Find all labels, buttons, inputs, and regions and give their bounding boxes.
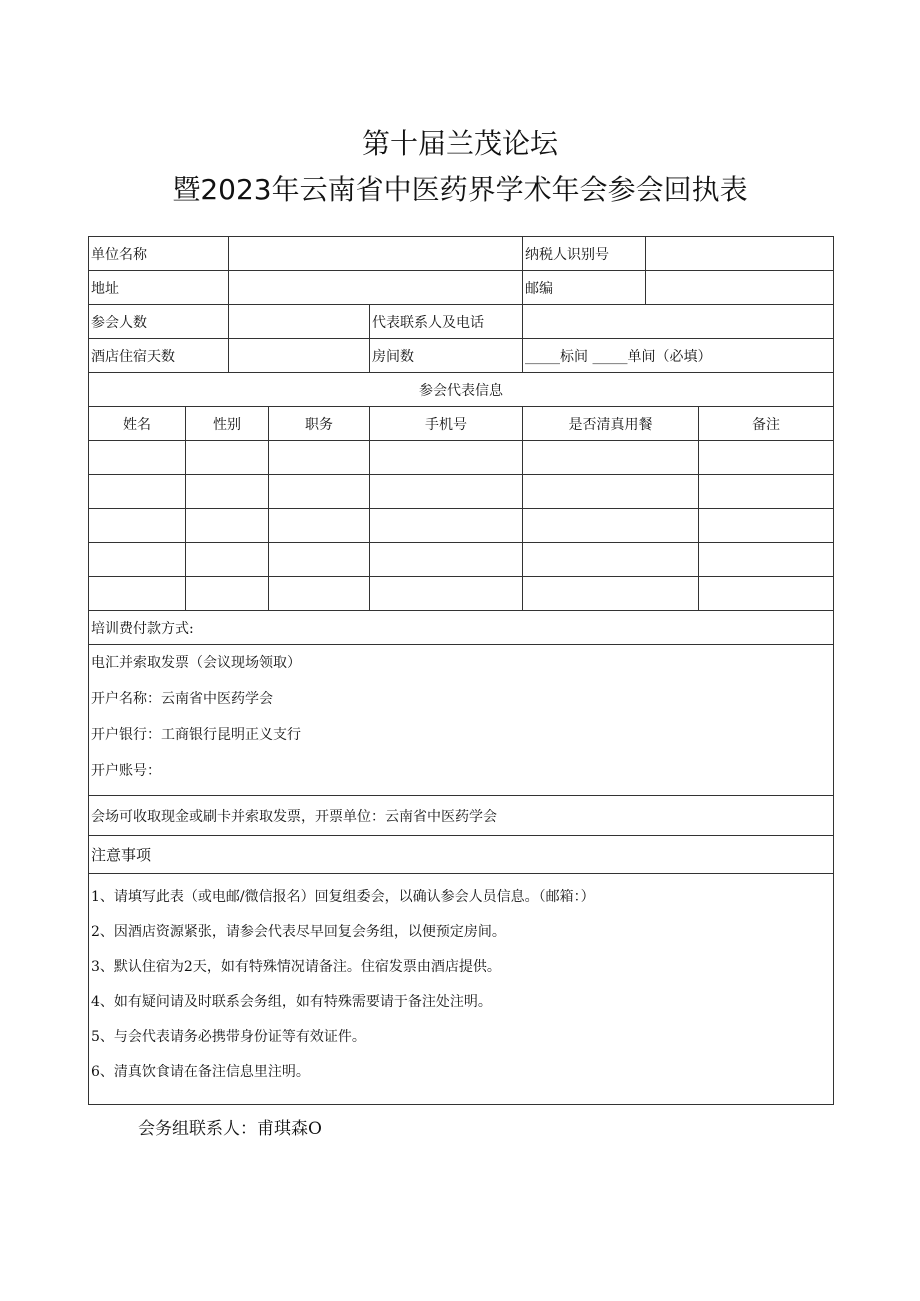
- cell[interactable]: [699, 441, 834, 475]
- cell[interactable]: [186, 577, 269, 611]
- note-item: 2、因酒店资源紧张，请参会代表尽早回复会务组，以便预定房间。: [91, 924, 506, 940]
- label-address: 地址: [89, 271, 229, 305]
- cell[interactable]: [89, 509, 186, 543]
- notes-heading: 注意事项: [89, 836, 834, 874]
- col-name: 姓名: [89, 407, 186, 441]
- hotel-days-field[interactable]: [229, 339, 370, 373]
- attendees-field[interactable]: [229, 305, 370, 339]
- note-item: 5、与会代表请务必携带身份证等有效证件。: [91, 1029, 366, 1045]
- table-row: [89, 543, 834, 577]
- payment-details: [89, 645, 834, 796]
- tax-id-field[interactable]: [646, 237, 834, 271]
- cell[interactable]: [269, 441, 370, 475]
- note-item: 6、清真饮食请在备注信息里注明。: [91, 1064, 310, 1080]
- table-row: [89, 509, 834, 543]
- cell[interactable]: [186, 509, 269, 543]
- label-postcode: 邮编: [523, 271, 646, 305]
- cell[interactable]: [269, 543, 370, 577]
- label-hotel-days: 酒店住宿天数: [89, 339, 229, 373]
- label-unit-name: 单位名称: [89, 237, 229, 271]
- cell[interactable]: [89, 475, 186, 509]
- address-field[interactable]: [229, 271, 523, 305]
- note-item: 1、请填写此表（或电邮/微信报名）回复组委会，以确认参会人员信息。（邮箱：）: [91, 889, 595, 905]
- cell[interactable]: [269, 475, 370, 509]
- cell[interactable]: [186, 475, 269, 509]
- col-position: 职务: [269, 407, 370, 441]
- notes-list: [89, 874, 834, 1105]
- title-line-1: 第十届兰茂论坛: [361, 127, 558, 160]
- label-contact-phone: 代表联系人及电话: [370, 305, 523, 339]
- registration-form: [88, 236, 834, 1105]
- note-item: 4、如有疑问请及时联系会务组，如有特殊需要请于备注处注明。: [91, 994, 492, 1010]
- cell[interactable]: [370, 475, 523, 509]
- cell[interactable]: [89, 441, 186, 475]
- cell[interactable]: [269, 577, 370, 611]
- cell[interactable]: [523, 577, 699, 611]
- table-row: [89, 441, 834, 475]
- note-item: 3、默认住宿为2天，如有特殊情况请备注。住宿发票由酒店提供。: [91, 959, 501, 975]
- col-phone: 手机号: [370, 407, 523, 441]
- label-tax-id: 纳税人识别号: [523, 237, 646, 271]
- payment-line: 开户名称：云南省中医药学会: [91, 691, 273, 707]
- cell[interactable]: [370, 509, 523, 543]
- cell[interactable]: [523, 509, 699, 543]
- cell[interactable]: [370, 441, 523, 475]
- cell[interactable]: [186, 441, 269, 475]
- col-remarks: 备注: [699, 407, 834, 441]
- cell[interactable]: [523, 441, 699, 475]
- cell[interactable]: [699, 577, 834, 611]
- payment-heading: 培训费付款方式:: [89, 611, 834, 645]
- col-gender: 性别: [186, 407, 269, 441]
- delegates-heading: 参会代表信息: [89, 373, 834, 407]
- cell[interactable]: [523, 543, 699, 577]
- label-rooms: 房间数: [370, 339, 523, 373]
- postcode-field[interactable]: [646, 271, 834, 305]
- cell[interactable]: [89, 577, 186, 611]
- cell[interactable]: [370, 543, 523, 577]
- table-row: [89, 577, 834, 611]
- rooms-field[interactable]: _____标间 _____单间（必填）: [523, 339, 834, 373]
- col-halal: 是否清真用餐: [523, 407, 699, 441]
- payment-line: 电汇并索取发票（会议现场领取）: [91, 655, 301, 671]
- cell[interactable]: [89, 543, 186, 577]
- cell[interactable]: [699, 475, 834, 509]
- title-line-2: 暨2023年云南省中医药界学术年会参会回执表: [172, 173, 748, 206]
- payment-line: 开户账号：: [91, 763, 161, 779]
- label-attendees: 参会人数: [89, 305, 229, 339]
- cell[interactable]: [699, 509, 834, 543]
- cell[interactable]: [699, 543, 834, 577]
- onsite-payment: 会场可收取现金或刷卡并索取发票，开票单位：云南省中医药学会: [89, 796, 834, 836]
- cell[interactable]: [523, 475, 699, 509]
- organizer-contact: 会务组联系人：甫琪森O: [138, 1119, 322, 1139]
- cell[interactable]: [269, 509, 370, 543]
- cell[interactable]: [370, 577, 523, 611]
- cell[interactable]: [186, 543, 269, 577]
- payment-line: 开户银行：工商银行昆明正义支行: [91, 727, 301, 743]
- contact-phone-field[interactable]: [523, 305, 834, 339]
- unit-name-field[interactable]: [229, 237, 523, 271]
- table-row: [89, 475, 834, 509]
